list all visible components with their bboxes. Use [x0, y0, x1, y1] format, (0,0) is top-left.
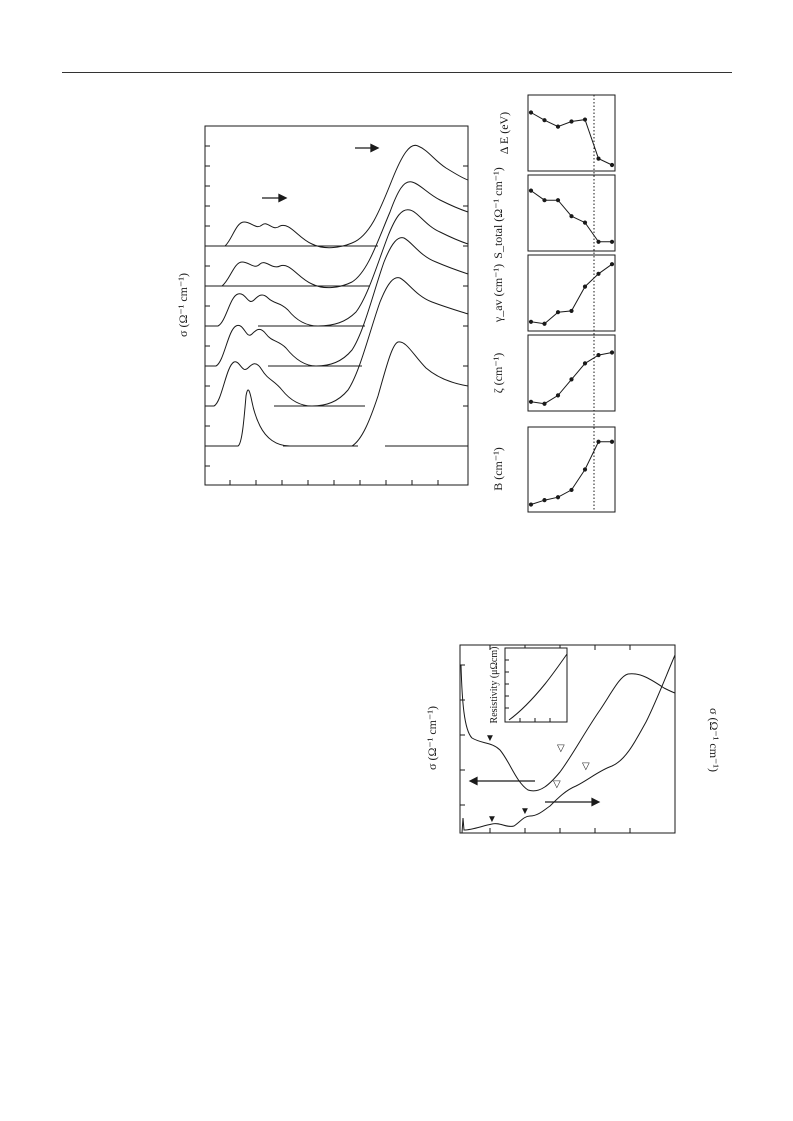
figure2-bottom-ticks — [490, 828, 630, 833]
side-point-1-0 — [529, 189, 532, 192]
figure2-left-ticks — [460, 665, 465, 805]
side-point-4-2 — [556, 496, 559, 499]
side-point-1-3 — [570, 215, 573, 218]
main-panel-arrows — [262, 145, 378, 202]
side-point-3-4 — [583, 362, 586, 365]
side-point-1-2 — [556, 199, 559, 202]
spectrum-3 — [205, 210, 468, 326]
side-point-2-5 — [597, 272, 600, 275]
figure2-filled-markers — [485, 733, 530, 825]
main-panel-ylabel: σ (Ω⁻¹ cm⁻¹) — [176, 273, 190, 337]
side-point-2-0 — [529, 320, 532, 323]
side-point-4-0 — [529, 503, 532, 506]
side-point-2-3 — [570, 309, 573, 312]
side-panel-curves — [529, 111, 613, 506]
figure2-inset-label: Resistivity (μΩcm) — [489, 646, 500, 724]
spectrum-4 — [205, 238, 468, 366]
marker-filled-1: ▼ — [485, 733, 495, 744]
figure2-ylabel-right: σ (Ω⁻¹ cm⁻¹) — [707, 708, 721, 772]
main-panel-left-ticks — [205, 146, 210, 466]
figure1-side-panels — [491, 95, 615, 512]
figure2-ylabel-left: σ (Ω⁻¹ cm⁻¹) — [425, 706, 439, 770]
marker-open-1: ▽ — [557, 743, 565, 754]
side-point-2-2 — [556, 311, 559, 314]
side-point-4-5 — [597, 440, 600, 443]
side-point-0-6 — [610, 163, 613, 166]
side-point-3-2 — [556, 394, 559, 397]
side-point-0-1 — [543, 119, 546, 122]
side-point-4-1 — [543, 499, 546, 502]
main-panel-bottom-ticks — [230, 480, 438, 485]
side-point-0-2 — [556, 125, 559, 128]
side-point-1-4 — [583, 221, 586, 224]
side-label-gamma-av: γ_av (cm⁻¹) — [491, 263, 505, 323]
side-label-delta-e: Δ E (eV) — [497, 111, 511, 155]
figure2-panel — [425, 645, 721, 833]
side-point-4-4 — [583, 468, 586, 471]
figure2-arrows — [470, 778, 599, 806]
side-point-0-3 — [570, 120, 573, 123]
spectrum-2 — [205, 182, 468, 288]
side-panel-delta-e-frame — [528, 95, 615, 171]
side-point-4-6 — [610, 440, 613, 443]
side-label-b: B (cm⁻¹) — [491, 447, 505, 491]
side-point-1-6 — [610, 240, 613, 243]
side-point-3-1 — [543, 402, 546, 405]
side-panel-b-frame — [528, 427, 615, 512]
marker-filled-3: ▼ — [520, 806, 530, 817]
main-panel-spectra — [205, 145, 468, 446]
spectrum-5 — [205, 278, 468, 406]
side-panel-s-total-frame — [528, 175, 615, 251]
marker-filled-2: ▼ — [487, 814, 497, 825]
figure2-open-markers — [553, 743, 590, 790]
marker-open-2: ▽ — [553, 779, 561, 790]
side-point-3-6 — [610, 351, 613, 354]
marker-open-3: ▽ — [582, 761, 590, 772]
side-point-2-6 — [610, 263, 613, 266]
side-panel-zeta-frame — [528, 335, 615, 411]
side-panel-gamma-av-frame — [528, 255, 615, 331]
side-point-0-0 — [529, 111, 532, 114]
spectrum-6 — [205, 342, 468, 446]
side-point-3-5 — [597, 353, 600, 356]
side-point-0-5 — [597, 157, 600, 160]
figure2-inset-frame — [505, 648, 567, 722]
side-label-zeta: ζ (cm⁻¹) — [491, 352, 505, 394]
main-panel-right-ticks — [463, 166, 468, 446]
side-point-1-5 — [597, 240, 600, 243]
side-point-1-1 — [543, 199, 546, 202]
side-curve-4 — [531, 442, 612, 505]
side-point-3-0 — [529, 400, 532, 403]
spectrum-1 — [205, 145, 468, 247]
side-point-3-3 — [570, 378, 573, 381]
figure1-main-panel — [176, 126, 468, 485]
side-point-2-4 — [583, 285, 586, 288]
side-point-4-3 — [570, 488, 573, 491]
side-point-2-1 — [543, 322, 546, 325]
side-point-0-4 — [583, 118, 586, 121]
main-panel-frame — [205, 126, 468, 485]
side-label-s-total: S_total (Ω⁻¹ cm⁻¹) — [491, 167, 505, 259]
